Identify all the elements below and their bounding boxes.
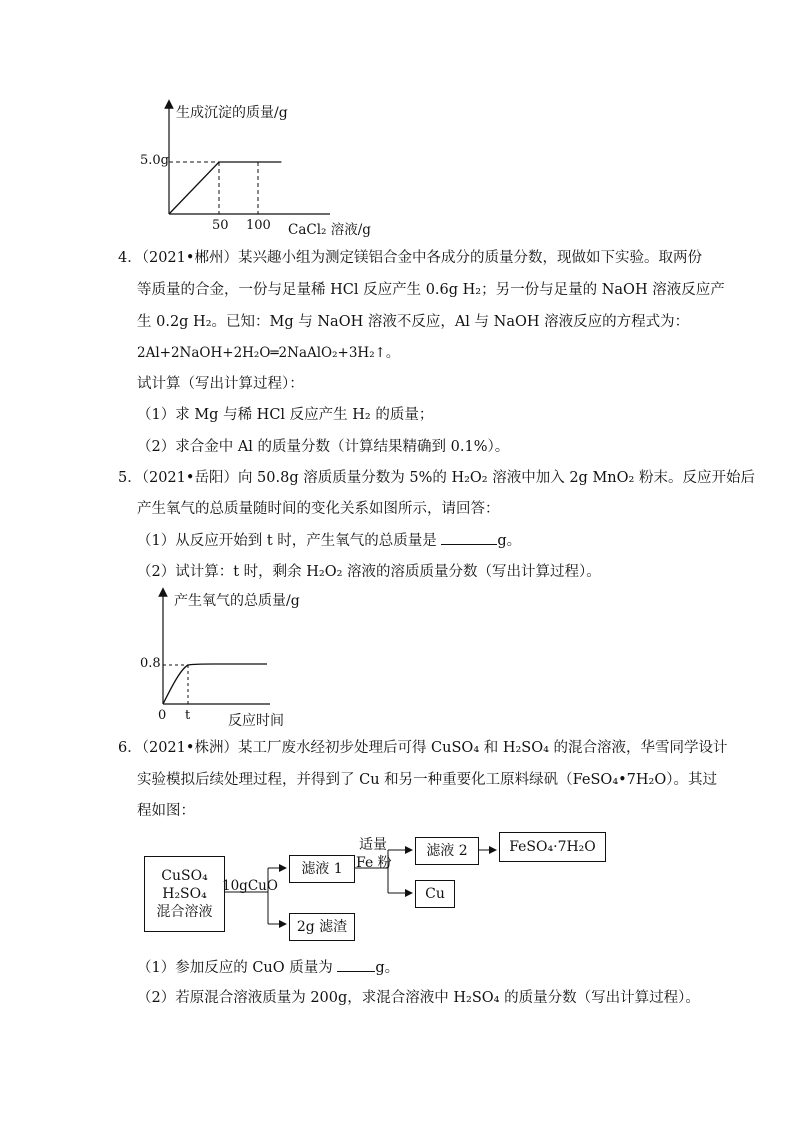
chart2-xlabel: 反应时间 <box>228 713 284 729</box>
start-line3: 混合溶液 <box>156 904 213 920</box>
q6-line1 <box>118 738 728 758</box>
q4-source: （2021•郴州） <box>141 250 238 266</box>
chart1-xlabel: CaCl₂ 溶液/g <box>288 222 371 238</box>
start-solution-box <box>144 856 225 932</box>
chart-precipitate <box>130 98 390 238</box>
series-line <box>169 162 281 214</box>
chart2-ylabel: 产生氧气的总质量/g <box>174 593 300 609</box>
q4-sub1: （1）求 Mg 与稀 HCl 反应产生 H₂ 的质量； <box>137 407 434 423</box>
q6-source: （2021•株洲） <box>141 740 238 756</box>
q4-prompt: 试计算（写出计算过程）： <box>137 376 304 392</box>
q6-line3: 程如图： <box>137 803 195 819</box>
q4-line1 <box>118 248 702 268</box>
series-curve <box>163 664 267 704</box>
q5-sub1 <box>137 530 521 551</box>
flow-diagram <box>140 828 620 948</box>
q4-line3: 生 0.2g H₂。已知：Mg 与 NaOH 溶液不反应，Al 与 NaOH 溶液反应的方程式为： <box>137 314 690 330</box>
chart2-origin: 0 <box>158 708 167 723</box>
q5-source: （2021•岳阳） <box>141 470 238 486</box>
chart1-ylabel: 生成沉淀的质量/g <box>176 105 288 121</box>
chart1-xtick-50: 50 <box>212 218 229 233</box>
q5-line1 <box>118 468 755 488</box>
filtrate2-box: 滤液 2 <box>415 837 479 865</box>
q4-sub2: （2）求合金中 Al 的质量分数（计算结果精确到 0.1%）。 <box>137 439 510 455</box>
q4-line2: 等质量的合金，一份与足量稀 HCl 反应产生 0.6g H₂；另一份与足量的 NaOH 溶液反应产 <box>137 282 725 298</box>
filtrate1-box: 滤液 1 <box>289 855 355 883</box>
start-line2: H₂SO₄ <box>162 886 207 902</box>
q6-sub1 <box>137 957 399 978</box>
q5-sub1-unit: g。 <box>497 533 522 549</box>
q5-text1: 向 50.8g 溶质质量分数为 5%的 H₂O₂ 溶液中加入 2g MnO₂ 粉末。反应开始后 <box>237 470 755 486</box>
chart1-ytick: 5.0g <box>140 153 169 168</box>
q5-sub2: （2）试计算：t 时，剩余 H₂O₂ 溶液的溶质质量分数（写出计算过程）。 <box>137 564 601 580</box>
q5-number: 5． <box>118 470 142 486</box>
q4-text1: 某兴趣小组为测定镁铝合金中各成分的质量分数，现做如下实验。取两份 <box>237 250 702 266</box>
residue-box: 2g 滤渣 <box>289 913 355 941</box>
start-line1: CuSO₄ <box>161 868 208 884</box>
q5-answer-blank[interactable] <box>441 530 497 545</box>
chart-oxygen <box>130 586 330 728</box>
chart2-ytick: 0.8 <box>140 656 161 671</box>
q6-text1: 某工厂废水经初步处理后可得 CuSO₄ 和 H₂SO₄ 的混合溶液，华雪同学设计 <box>237 740 728 756</box>
q6-answer-blank[interactable] <box>337 957 375 972</box>
q4-equation: 2Al+2NaOH+2H₂O═2NaAlO₂+3H₂↑。 <box>137 345 400 361</box>
q5-line2: 产生氧气的总质量随时间的变化关系如图所示，请回答： <box>137 501 500 517</box>
q6-sub1-unit: g。 <box>375 960 400 976</box>
cu-box: Cu <box>415 880 455 908</box>
reagent-fe-line2: Fe 粉 <box>356 855 392 871</box>
product-box: FeSO₄·7H₂O <box>499 832 606 862</box>
reagent-fe-line1: 适量 <box>359 837 387 853</box>
chart2-xtick-t: t <box>185 708 191 723</box>
chart1-xtick-100: 100 <box>246 218 271 233</box>
q6-sub1-text: （1）参加反应的 CuO 质量为 <box>137 960 333 976</box>
q6-line2: 实验模拟后续处理过程，并得到了 Cu 和另一种重要化工原料绿矾（FeSO₄•7H₂O）。其过 <box>137 772 718 788</box>
q6-number: 6． <box>118 740 142 756</box>
q4-number: 4． <box>118 250 142 266</box>
q5-sub1-text: （1）从反应开始到 t 时，产生氧气的总质量是 <box>137 533 437 549</box>
reagent-cuo: 10gCuO <box>222 878 278 894</box>
q6-sub2: （2）若原混合溶液质量为 200g，求混合溶液中 H₂SO₄ 的质量分数（写出计算过程）。 <box>137 990 700 1006</box>
